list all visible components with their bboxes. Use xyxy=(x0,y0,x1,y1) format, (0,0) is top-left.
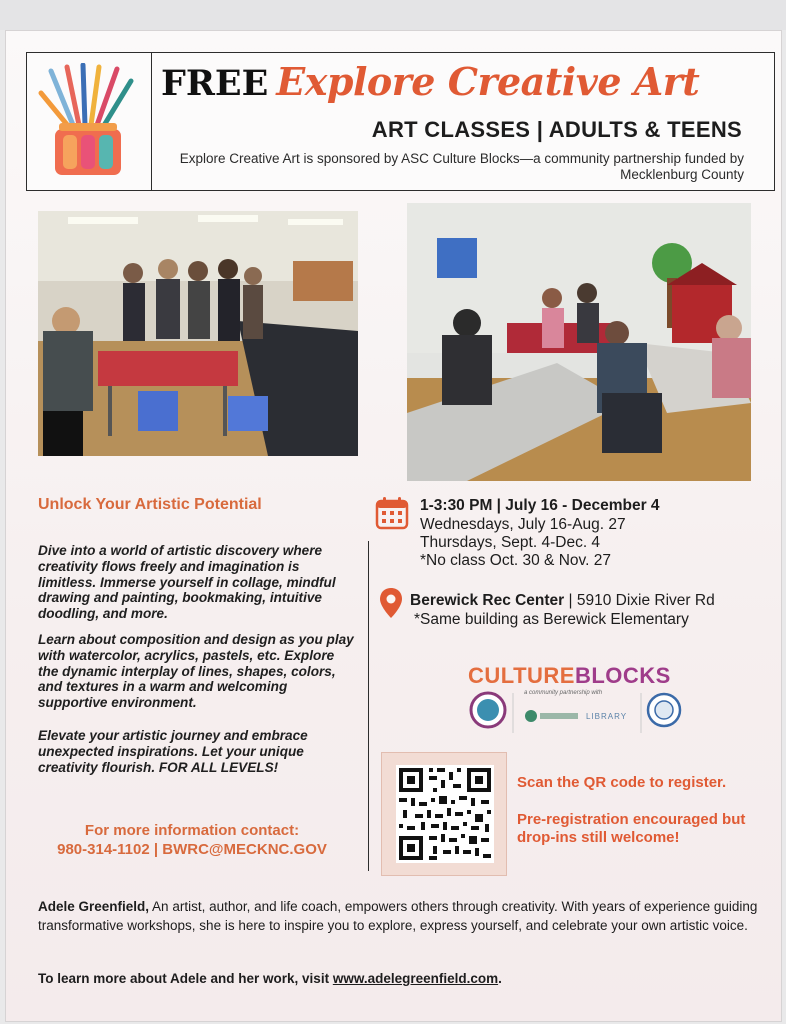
schedule-line: *No class Oct. 30 & Nov. 27 xyxy=(420,552,611,569)
unlock-heading: Unlock Your Artistic Potential xyxy=(38,496,262,513)
subtitle: ART CLASSES | ADULTS & TEENS xyxy=(371,117,742,142)
culture-blocks-logo xyxy=(468,663,671,689)
bio-text: An artist, author, and life coach, empowers others through creativity. With years of experience guiding transformative workshops, she is here to inspire you to explore, express yourself, and celebrate your own artistic voice. xyxy=(38,899,758,933)
title xyxy=(161,59,699,104)
qr-frame xyxy=(381,752,507,876)
contact-value[interactable]: 980-314-1102 | BWRC@MECKNC.GOV xyxy=(57,841,327,858)
location-pin-icon xyxy=(379,587,403,619)
location-line xyxy=(410,592,715,610)
culture-blocks-word-2: BLOCKS xyxy=(574,663,671,688)
calendar-icon xyxy=(375,496,409,530)
learn-more-text: To learn more about Adele and her work, visit xyxy=(38,971,333,986)
culture-blocks-word-1: CULTURE xyxy=(468,663,575,688)
sponsor-text: Explore Creative Art is sponsored by ASC Culture Blocks—a community partnership funded by Mecklenburg County xyxy=(179,151,744,182)
flyer xyxy=(5,30,782,1022)
schedule-line: Thursdays, Sept. 4-Dec. 4 xyxy=(420,534,601,551)
learn-more xyxy=(38,971,502,986)
body-paragraph-3: Elevate your artistic journey and embrace unexpected inspirations. Let your unique creativity flourish. FOR ALL LEVELS! xyxy=(38,728,308,775)
contact-block xyxy=(32,821,352,859)
class-photo-left xyxy=(38,211,358,456)
header-box xyxy=(26,52,775,191)
header-divider xyxy=(151,53,152,190)
library-logo-text: LIBRARY xyxy=(586,712,628,721)
body-paragraph-2: Learn about composition and design as you play with watercolor, acrylics, pastels, etc. Explore the dynamic interplay of lines, shapes, colors, and textures in a warm and welcoming supportive environment. xyxy=(38,632,354,711)
qr-code[interactable] xyxy=(396,765,494,863)
schedule-headline: 1-3:30 PM | July 16 - December 4 xyxy=(420,497,660,514)
body-paragraph-1: Dive into a world of artistic discovery where creativity flows freely and imagination is limitless. Immerse yourself in collage, mindful drawing and painting, bookmaking, intuitive doodling, and more. xyxy=(38,543,336,622)
qr-scan-text: Scan the QR code to register. xyxy=(517,774,727,791)
location-name: Berewick Rec Center xyxy=(410,592,565,609)
registration-note: Pre-registration encouraged but drop-ins still welcome! xyxy=(517,811,746,846)
bio xyxy=(38,898,758,935)
location-address: | 5910 Dixie River Rd xyxy=(564,592,715,609)
website-link[interactable]: www.adelegreenfield.com xyxy=(332,971,499,986)
partner-caption: a community partnership with xyxy=(524,690,603,696)
learn-more-suffix: . xyxy=(498,971,502,986)
location-note: *Same building as Berewick Elementary xyxy=(414,611,689,628)
column-divider xyxy=(368,541,369,871)
paintbrush-cup-icon xyxy=(33,63,143,178)
contact-label: For more information contact: xyxy=(84,822,300,839)
title-script: Explore Creative Art xyxy=(276,59,700,104)
title-free: FREE xyxy=(161,63,269,104)
bio-name: Adele Greenfield, xyxy=(38,899,150,914)
schedule-line: Wednesdays, July 16-Aug. 27 xyxy=(420,516,626,533)
class-photo-right xyxy=(407,203,751,481)
top-bar xyxy=(0,0,786,30)
